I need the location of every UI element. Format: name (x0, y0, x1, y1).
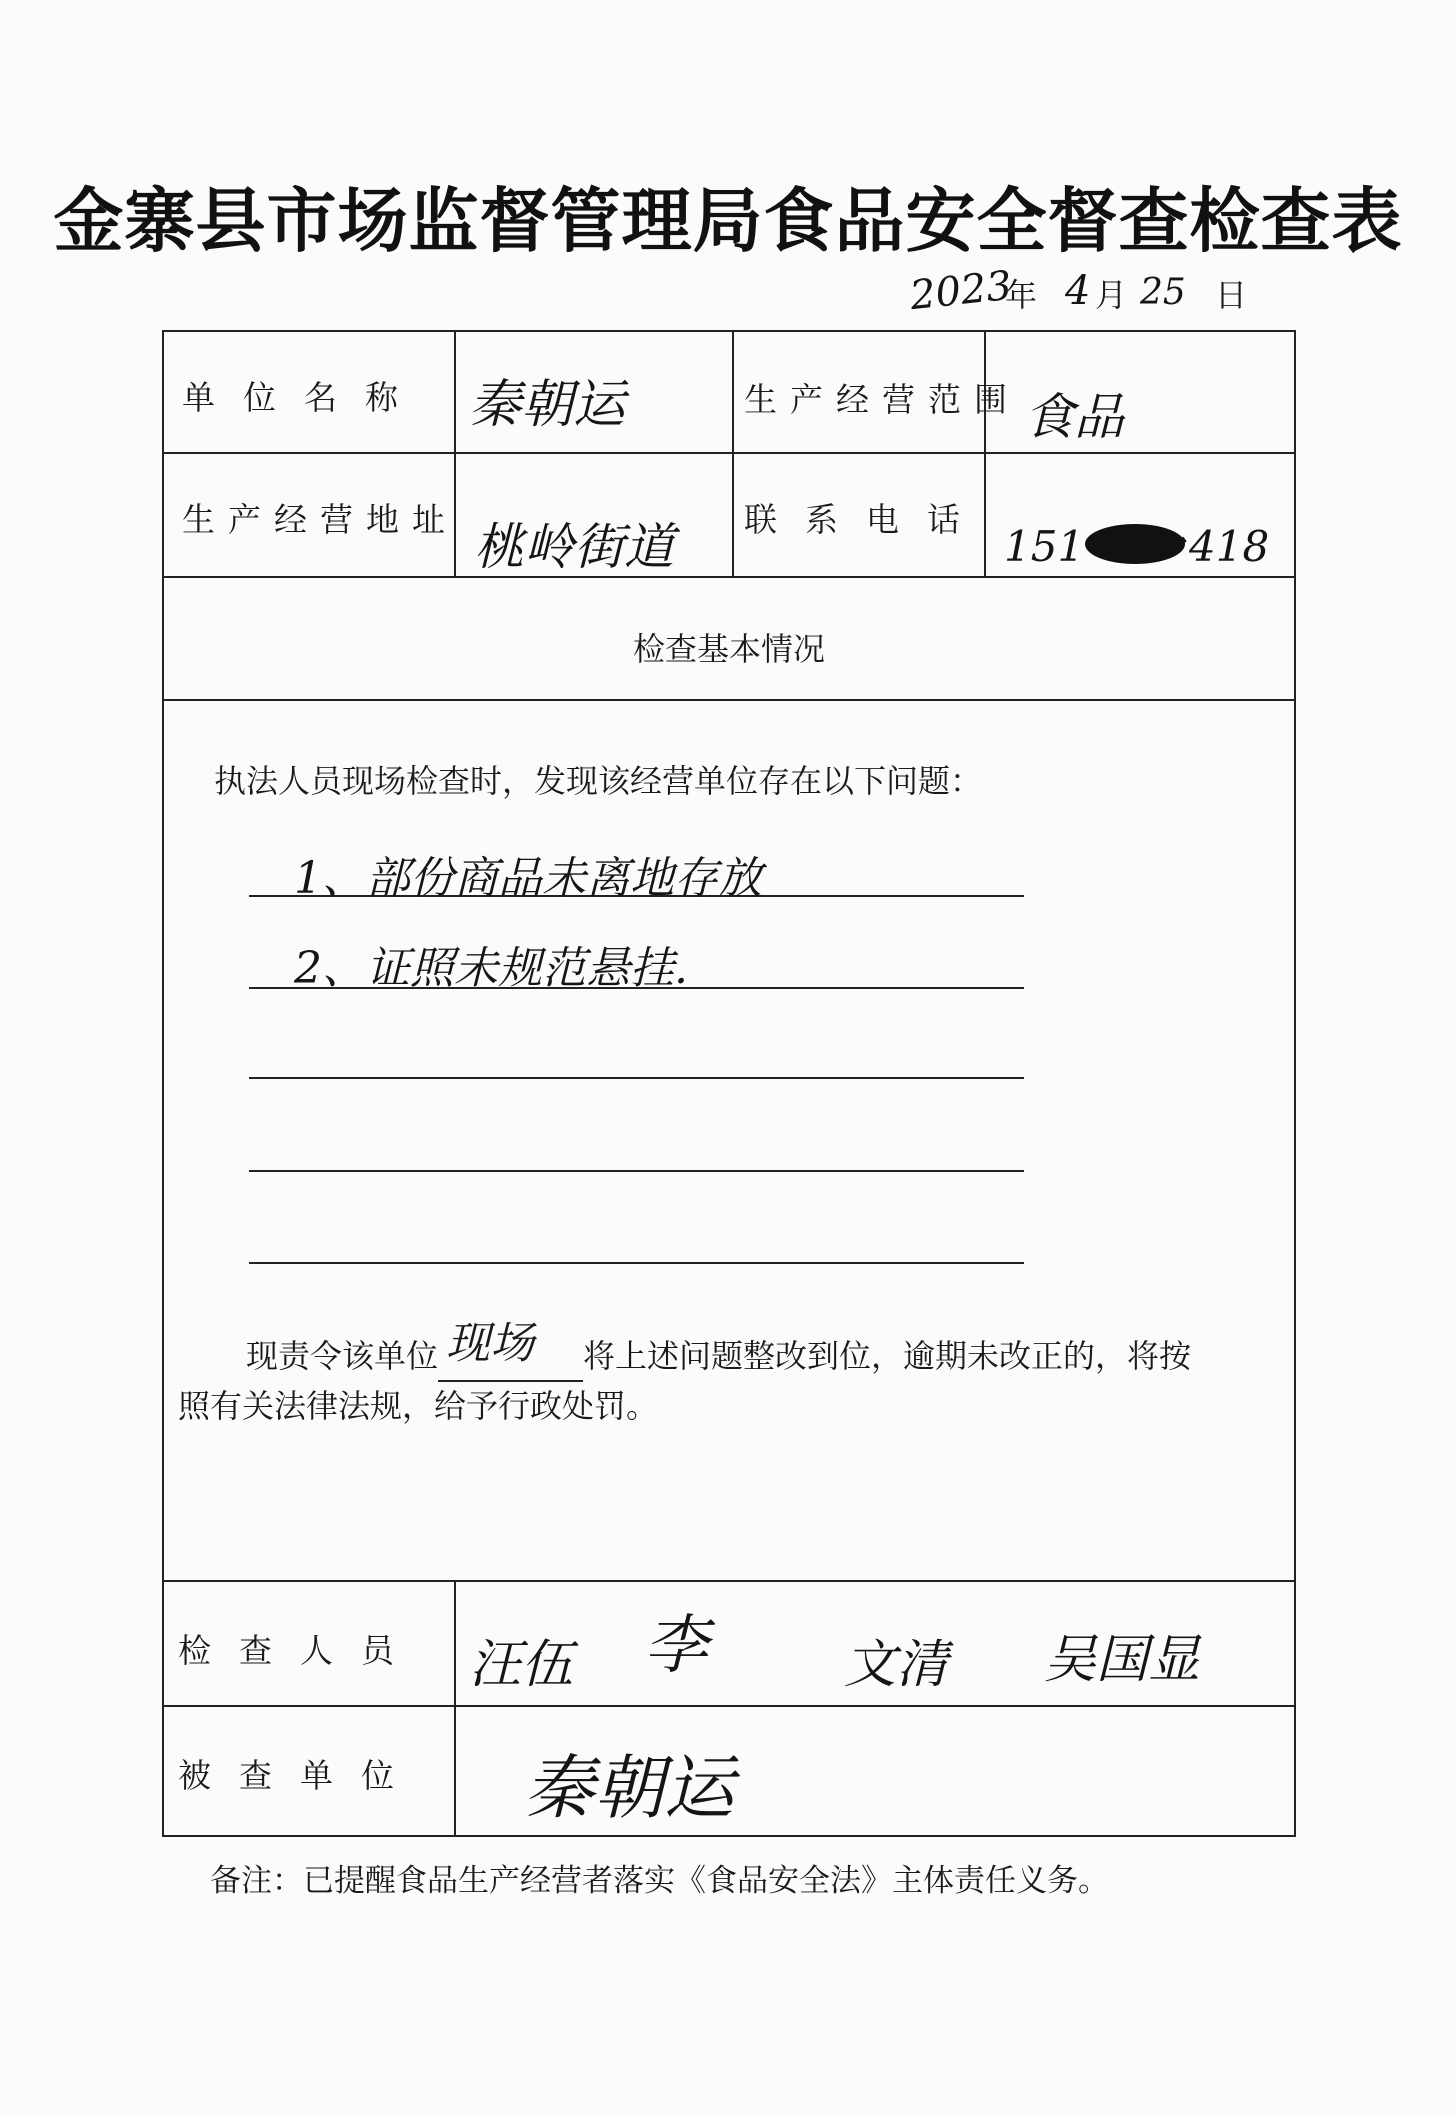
date-month-label: 月 (1095, 276, 1128, 314)
inspector-signature-4: 吴国显 (1044, 1630, 1201, 1690)
issue-item-2: 2、证照未规范悬挂. (294, 943, 688, 994)
inspector-signature-2: 李 (644, 1609, 708, 1683)
row-divider (164, 699, 1294, 701)
redaction-scribble (1080, 519, 1190, 569)
order-before: 现责令该单位 (246, 1337, 439, 1375)
order-deadline: 现场 (446, 1318, 535, 1369)
inspected-unit-label: 被查单位 (178, 1756, 422, 1795)
phone-prefix: 151 (1004, 522, 1085, 571)
unit-name-label: 单位名称 (182, 378, 426, 417)
issue-line (249, 1262, 1024, 1264)
deadline-blank (438, 1318, 583, 1382)
inspectors-label: 检查人员 (178, 1631, 422, 1670)
phone-suffix: 418 (1189, 522, 1270, 571)
issue-line (249, 1077, 1024, 1079)
date-day-label: 日 (1215, 276, 1248, 314)
inspector-signature-3: 文清 (844, 1635, 949, 1695)
col-divider (454, 1580, 456, 1835)
date-year-label: 年 (1005, 276, 1038, 314)
form-title: 金寨县市场监督管理局食品安全督查检查表 (53, 180, 1403, 262)
row-divider (164, 576, 1294, 578)
unit-name-value: 秦朝运 (469, 375, 626, 435)
issue-item-1: 1、部份商品未离地存放 (294, 853, 762, 904)
date-year-value: 2023 (907, 262, 1014, 320)
phone-label: 联系电话 (744, 500, 988, 539)
date (900, 262, 1260, 322)
row-divider (164, 452, 1294, 454)
footnote: 备注：已提醒食品生产经营者落实《食品安全法》主体责任义务。 (210, 1863, 1109, 1899)
date-day-value: 25 (1140, 272, 1186, 313)
order-line-2: 照有关法律法规，给予行政处罚。 (178, 1387, 659, 1425)
col-divider (732, 332, 734, 576)
order-line-1 (246, 1318, 1192, 1382)
row-divider (164, 1705, 1294, 1707)
inspection-intro: 执法人员现场检查时，发现该经营单位存在以下问题： (214, 762, 983, 800)
order-after: 将上述问题整改到位，逾期未改正的，将按 (583, 1337, 1192, 1375)
date-month-value: 4 (1065, 268, 1091, 314)
row-divider (164, 1580, 1294, 1582)
scope-label: 生产经营范围 (744, 380, 1020, 419)
inspected-unit-signature: 秦朝运 (524, 1747, 734, 1829)
section-title: 检查基本情况 (632, 630, 825, 668)
address-value: 桃岭街道 (474, 518, 674, 576)
issue-line (249, 1170, 1024, 1172)
address-label: 生产经营地址 (182, 500, 458, 539)
inspector-signature-1: 汪伍 (469, 1635, 574, 1695)
scope-value: 食品 (1024, 388, 1124, 446)
